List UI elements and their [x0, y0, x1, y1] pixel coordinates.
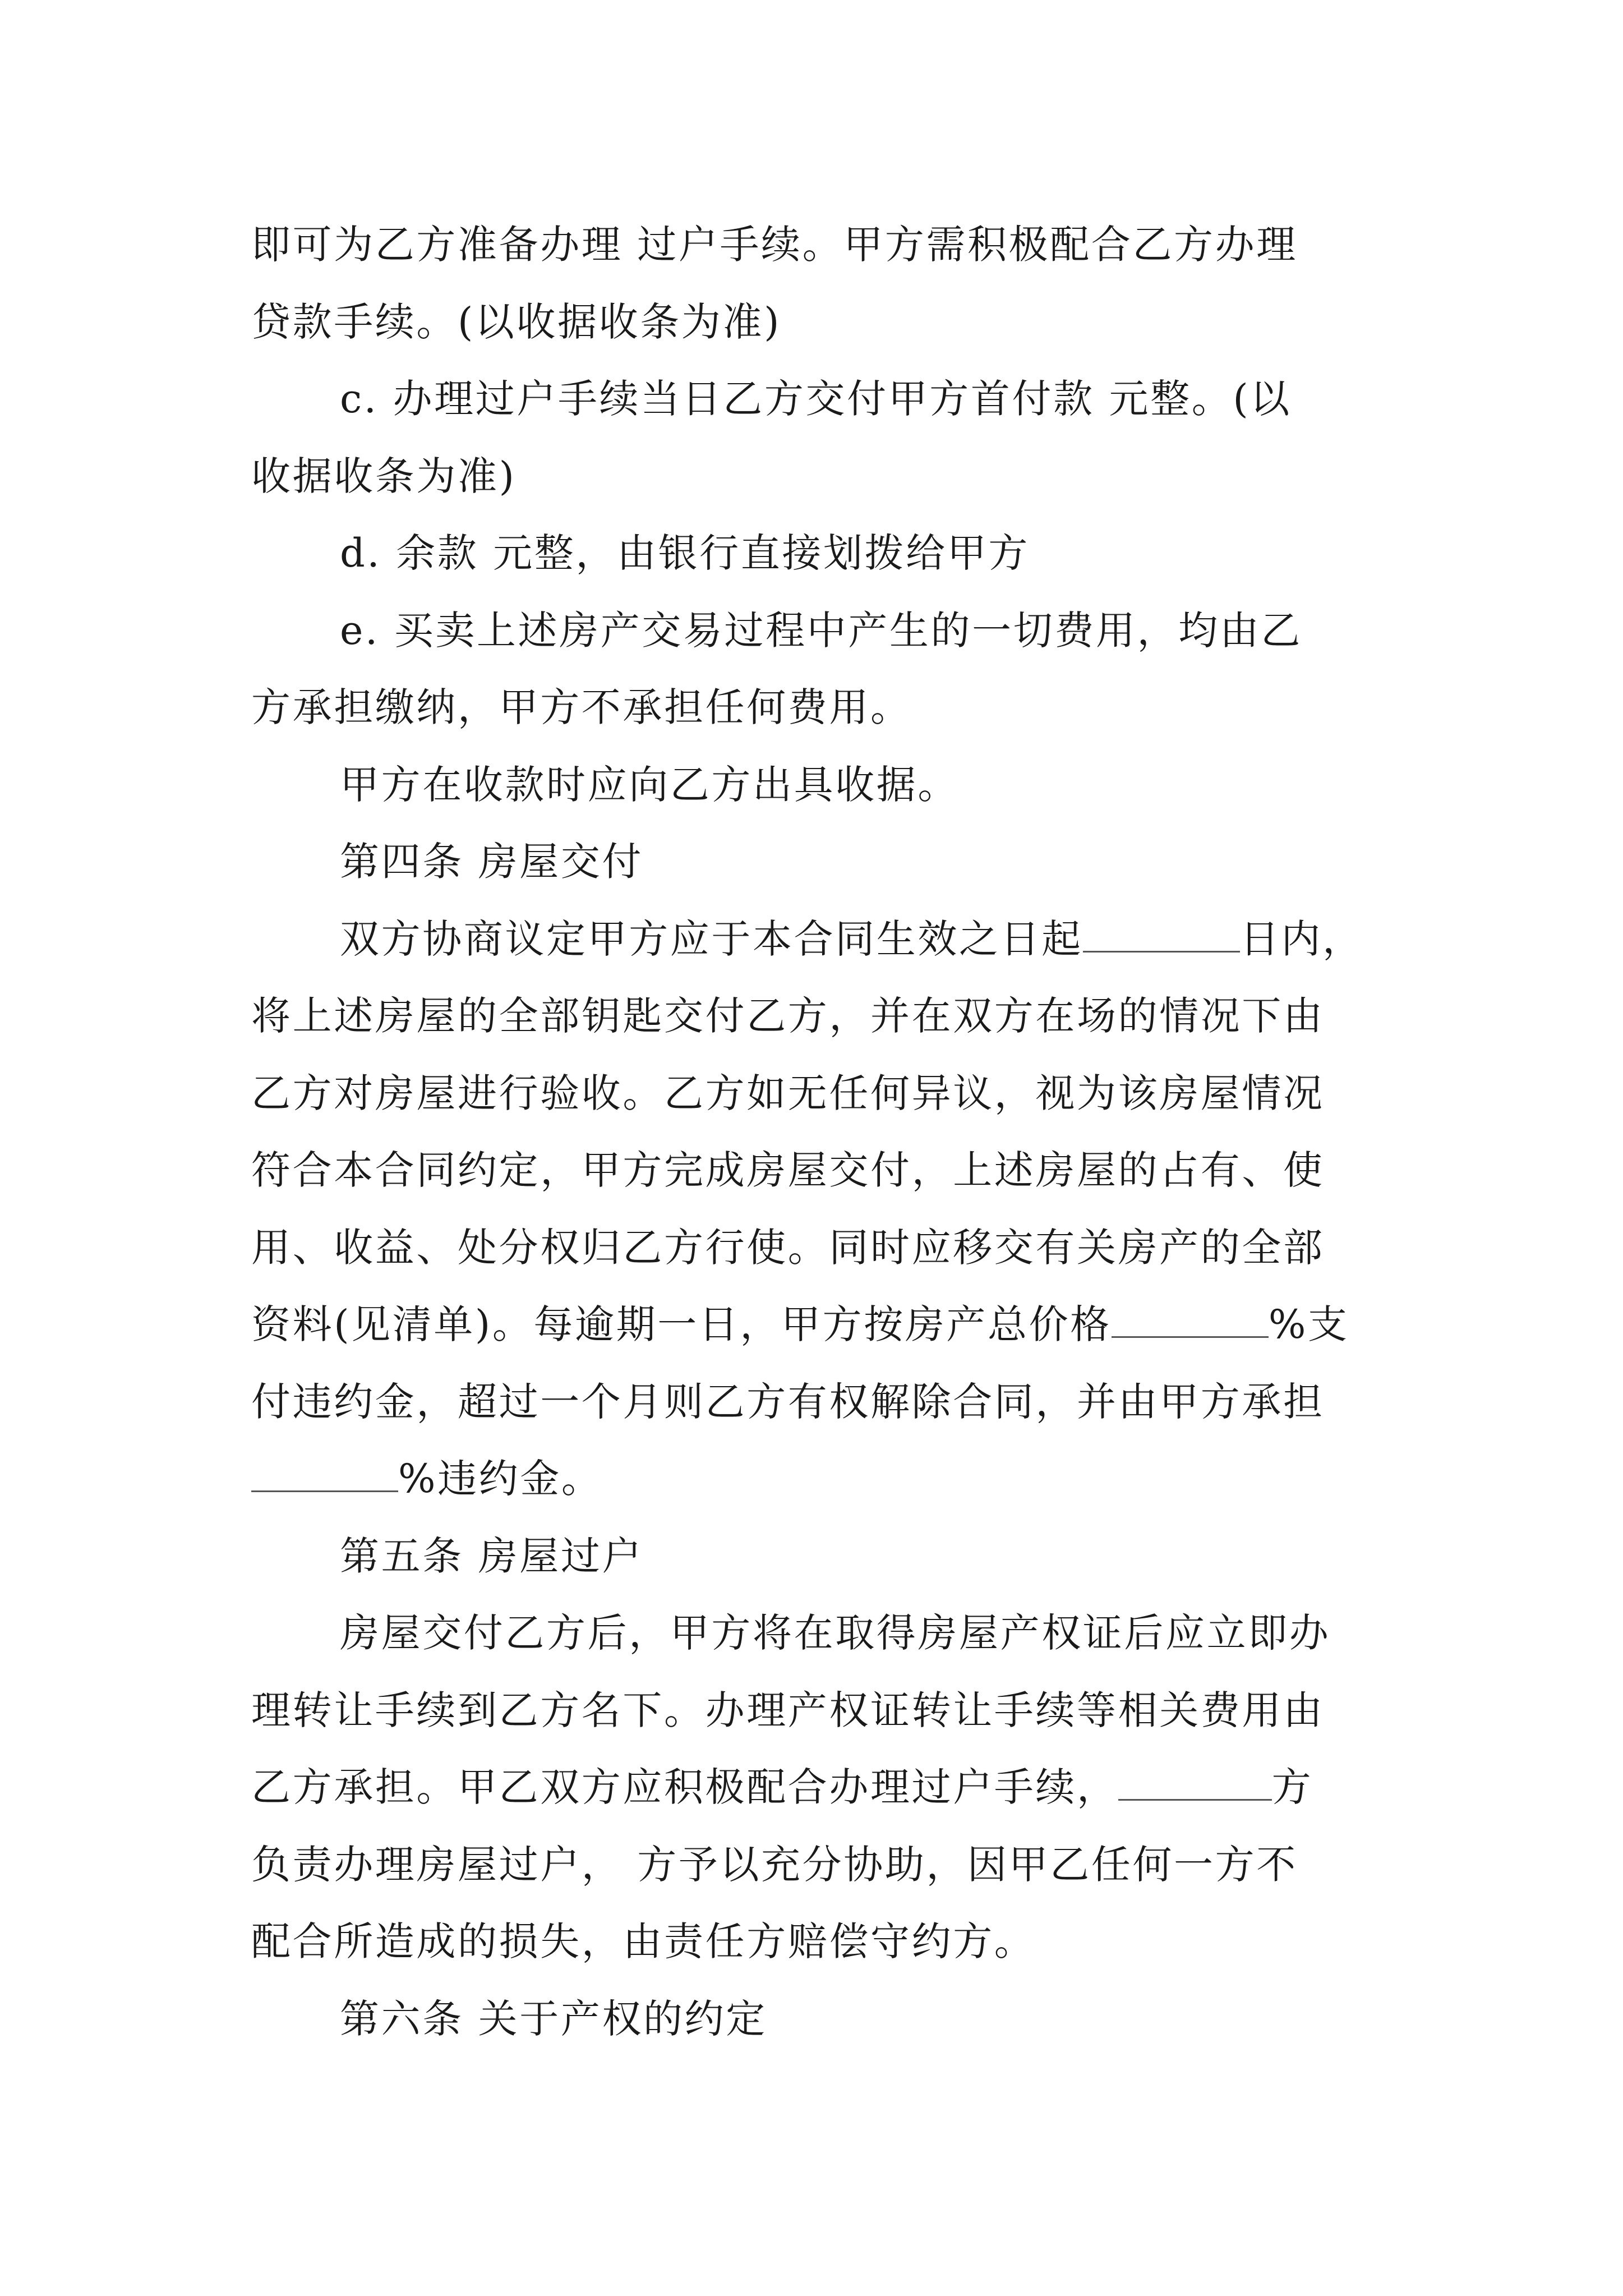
section-heading-4: 第四条 房屋交付 — [340, 839, 644, 885]
fill-in-blank-days — [1083, 901, 1240, 953]
text-segment: 方 — [1271, 1764, 1313, 1810]
clause-d-line: d. 余款 元整，由银行直接划拨给甲方 — [340, 530, 1030, 576]
body-line — [251, 1286, 1395, 1364]
body-line: 收据收条为准) — [251, 453, 517, 499]
body-line — [251, 1749, 1395, 1826]
body-line: 用、收益、处分权归乙方行使。同时应移交有关房产的全部 — [251, 1224, 1325, 1271]
text-segment: %违约金。 — [398, 1456, 603, 1502]
body-line: 房屋交付乙方后，甲方将在取得房屋产权证后应立即办 — [340, 1610, 1331, 1656]
body-line: 负责办理房屋过户， 方予以充分协助，因甲乙任何一方不 — [251, 1841, 1298, 1888]
body-line: 符合本合同约定，甲方完成房屋交付，上述房屋的占有、使 — [251, 1147, 1325, 1193]
body-line: 贷款手续。(以收据收条为准) — [251, 298, 782, 345]
text-segment: 双方协商议定甲方应于本合同生效之日起 — [340, 915, 1083, 962]
body-line — [251, 1441, 1395, 1518]
text-segment: 资料(见清单)。每逾期一日，甲方按房产总价格 — [251, 1301, 1112, 1347]
clause-e-line: e. 买卖上述房产交易过程中产生的一切费用，均由乙 — [340, 607, 1302, 654]
section-heading-6: 第六条 关于产权的约定 — [340, 1995, 767, 2042]
clause-c-line: c. 办理过户手续当日乙方交付甲方首付款 元整。(以 — [340, 376, 1292, 422]
receipt-line: 甲方在收款时应向乙方出具收据。 — [340, 761, 959, 808]
document-page — [251, 206, 1395, 2058]
body-line: 方承担缴纳，甲方不承担任何费用。 — [251, 684, 912, 730]
body-line: 配合所造成的损失，由责任方赔偿守约方。 — [251, 1918, 1036, 1964]
body-line: 即可为乙方准备办理 过户手续。甲方需积极配合乙方办理 — [251, 222, 1298, 268]
text-segment: %支 — [1268, 1301, 1349, 1347]
body-line: 乙方对房屋进行验收。乙方如无任何异议，视为该房屋情况 — [251, 1070, 1325, 1116]
text-segment: 日内， — [1239, 915, 1364, 962]
text-segment: 乙方承担。甲乙双方应积极配合办理过户手续， — [251, 1764, 1118, 1810]
body-line: 付违约金，超过一个月则乙方有权解除合同，并由甲方承担 — [251, 1378, 1325, 1425]
fill-in-blank-party — [1118, 1750, 1272, 1801]
body-line: 将上述房屋的全部钥匙交付乙方，并在双方在场的情况下由 — [251, 993, 1325, 1039]
body-line — [251, 901, 1395, 978]
fill-in-blank-percent — [1112, 1287, 1269, 1338]
fill-in-blank-penalty — [251, 1441, 398, 1492]
body-line: 理转让手续到乙方名下。办理产权证转让手续等相关费用由 — [251, 1687, 1325, 1733]
section-heading-5: 第五条 房屋过户 — [340, 1533, 644, 1579]
